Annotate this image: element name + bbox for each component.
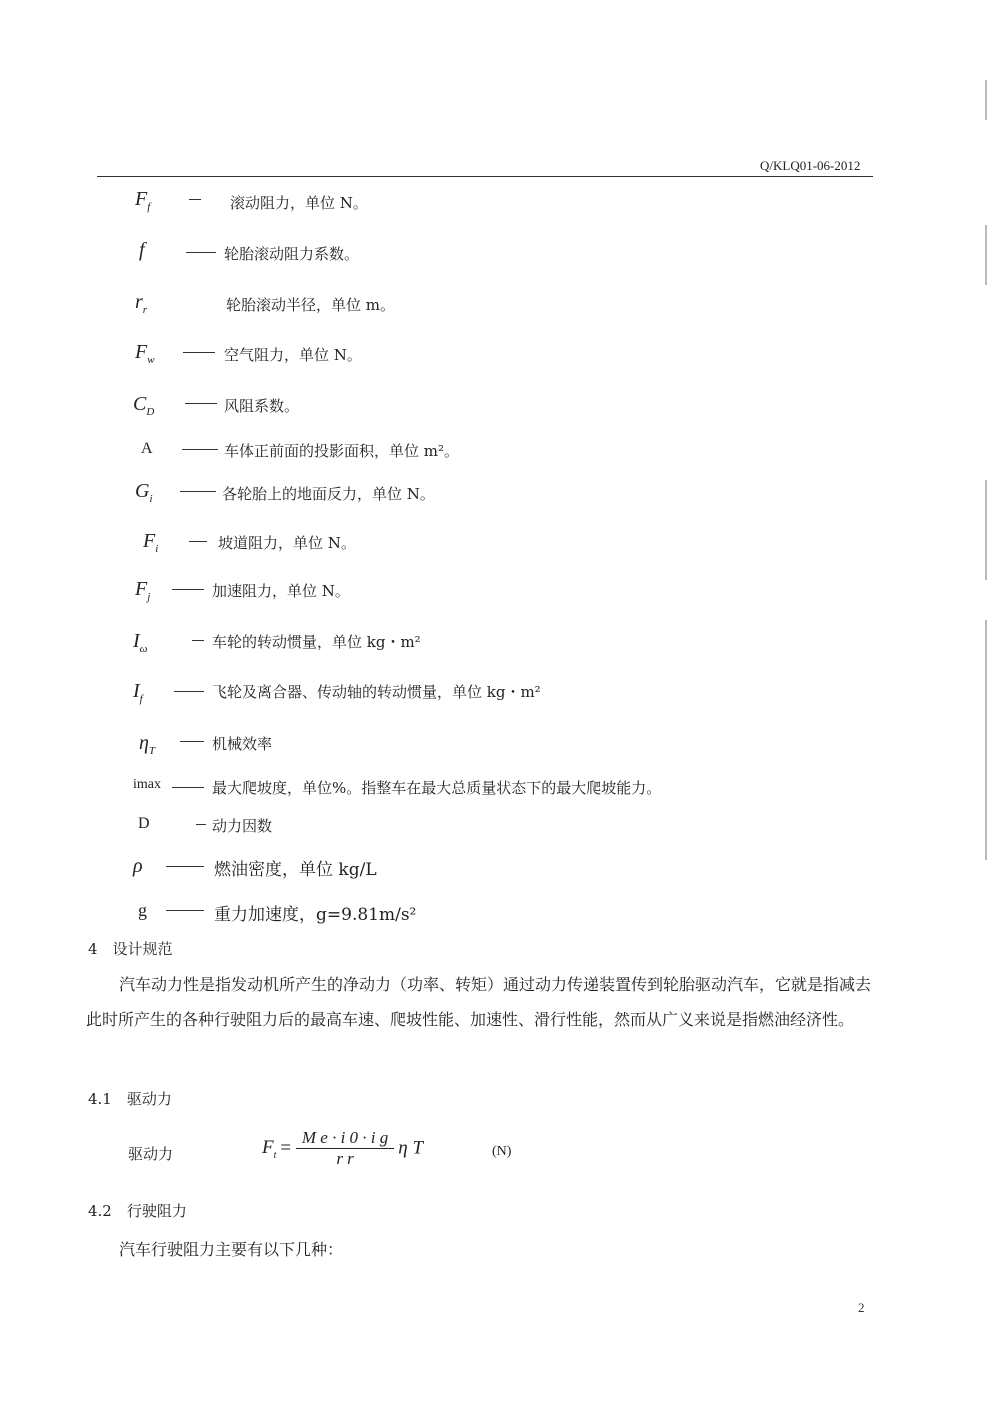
symbol-desc: 轮胎滚动半径，单位 m。 — [226, 296, 395, 314]
symbol: D — [138, 815, 150, 832]
dash — [186, 252, 216, 253]
dash — [174, 691, 204, 692]
symbol: $F_f$ — [135, 188, 151, 213]
scan-edge-mark — [985, 225, 987, 285]
dash — [189, 541, 207, 542]
dash — [185, 403, 217, 404]
symbol-desc: 最大爬坡度，单位%。指整车在最大总质量状态下的最大爬坡能力。 — [212, 779, 662, 797]
formula-fraction — [296, 1128, 394, 1169]
dash — [180, 491, 216, 492]
symbol-desc: 重力加速度，g=9.81m/s² — [214, 905, 417, 925]
symbol-desc: 机械效率 — [212, 735, 273, 753]
dash — [172, 787, 204, 788]
symbol-desc: 轮胎滚动阻力系数。 — [224, 245, 360, 263]
dash — [172, 589, 204, 590]
section-4-1-title: 4.1 驱动力 — [88, 1090, 172, 1108]
symbol: $F_w$ — [135, 341, 155, 366]
symbol-desc: 坡道阻力，单位 N。 — [218, 534, 356, 552]
symbol-desc: 车体正前面的投影面积，单位 m²。 — [224, 442, 460, 460]
symbol: f — [139, 239, 145, 261]
symbol: $C_D$ — [133, 393, 155, 418]
dash — [166, 866, 204, 867]
driving-force-formula: $F_t$ = $\frac{\text{M e · i 0 · i g}}{\text{r r}}$ η T — [262, 1128, 424, 1168]
symbol: g — [138, 900, 147, 920]
symbol: ρ — [133, 855, 143, 877]
symbol-desc: 动力因数 — [212, 817, 273, 835]
formula-unit: (N) — [492, 1144, 512, 1159]
symbol: $I_f$ — [133, 680, 143, 705]
scan-edge-mark — [985, 80, 987, 120]
header-code: Q/KLQ01-06-2012 — [760, 158, 861, 173]
symbol-desc: 加速阻力，单位 N。 — [212, 582, 350, 600]
dash — [166, 910, 204, 911]
section-4-2-title: 4.2 行驶阻力 — [88, 1202, 187, 1220]
section-4-title: 4 设计规范 — [88, 940, 173, 958]
symbol: imax — [133, 777, 161, 792]
formula-factor: η T — [398, 1137, 424, 1159]
scan-edge-mark — [985, 620, 987, 860]
symbol-desc: 风阻系数。 — [224, 397, 300, 415]
symbol: $F_j$ — [135, 578, 151, 603]
symbol: $I_\omega$ — [133, 630, 148, 655]
header-rule — [97, 176, 873, 177]
symbol-desc: 滚动阻力，单位 N。 — [230, 194, 368, 212]
dash — [183, 352, 215, 353]
symbol: $\eta_T$ — [139, 732, 156, 757]
symbol-desc: 飞轮及离合器、传动轴的转动惯量，单位 kg・m² — [212, 683, 541, 701]
section-4-paragraph: 汽车动力性是指发动机所产生的净动力（功率、转矩）通过动力传递装置传到轮胎驱动汽车，它就是指减去此时所产生的各种行驶阻力后的最高车速、爬坡性能、加速性、滑行性能，然而从广义来说是指燃油经济性。 — [86, 975, 872, 1029]
symbol: $F_i$ — [143, 530, 159, 555]
dash — [192, 640, 204, 641]
scan-edge-mark — [985, 480, 987, 580]
formula-lhs: $F_t$ — [262, 1136, 277, 1161]
symbol: A — [141, 440, 153, 457]
symbol-desc: 空气阻力，单位 N。 — [224, 346, 362, 364]
symbol: $r_r$ — [135, 291, 148, 316]
dash — [182, 449, 218, 450]
dash — [189, 199, 201, 200]
dash — [196, 824, 206, 825]
symbol-desc: 燃油密度，单位 kg/L — [214, 860, 377, 880]
formula-denominator: r r — [336, 1149, 354, 1168]
section-4-2-paragraph: 汽车行驶阻力主要有以下几种： — [119, 1240, 344, 1259]
symbol-desc: 各轮胎上的地面反力，单位 N。 — [222, 485, 435, 503]
symbol-desc: 车轮的转动惯量，单位 kg・m² — [212, 633, 421, 651]
formula-numerator: M e · i 0 · i g — [296, 1128, 394, 1149]
page-number: 2 — [858, 1300, 865, 1315]
symbol: $G_i$ — [135, 480, 153, 505]
dash — [180, 741, 204, 742]
formula-label: 驱动力 — [128, 1145, 174, 1163]
